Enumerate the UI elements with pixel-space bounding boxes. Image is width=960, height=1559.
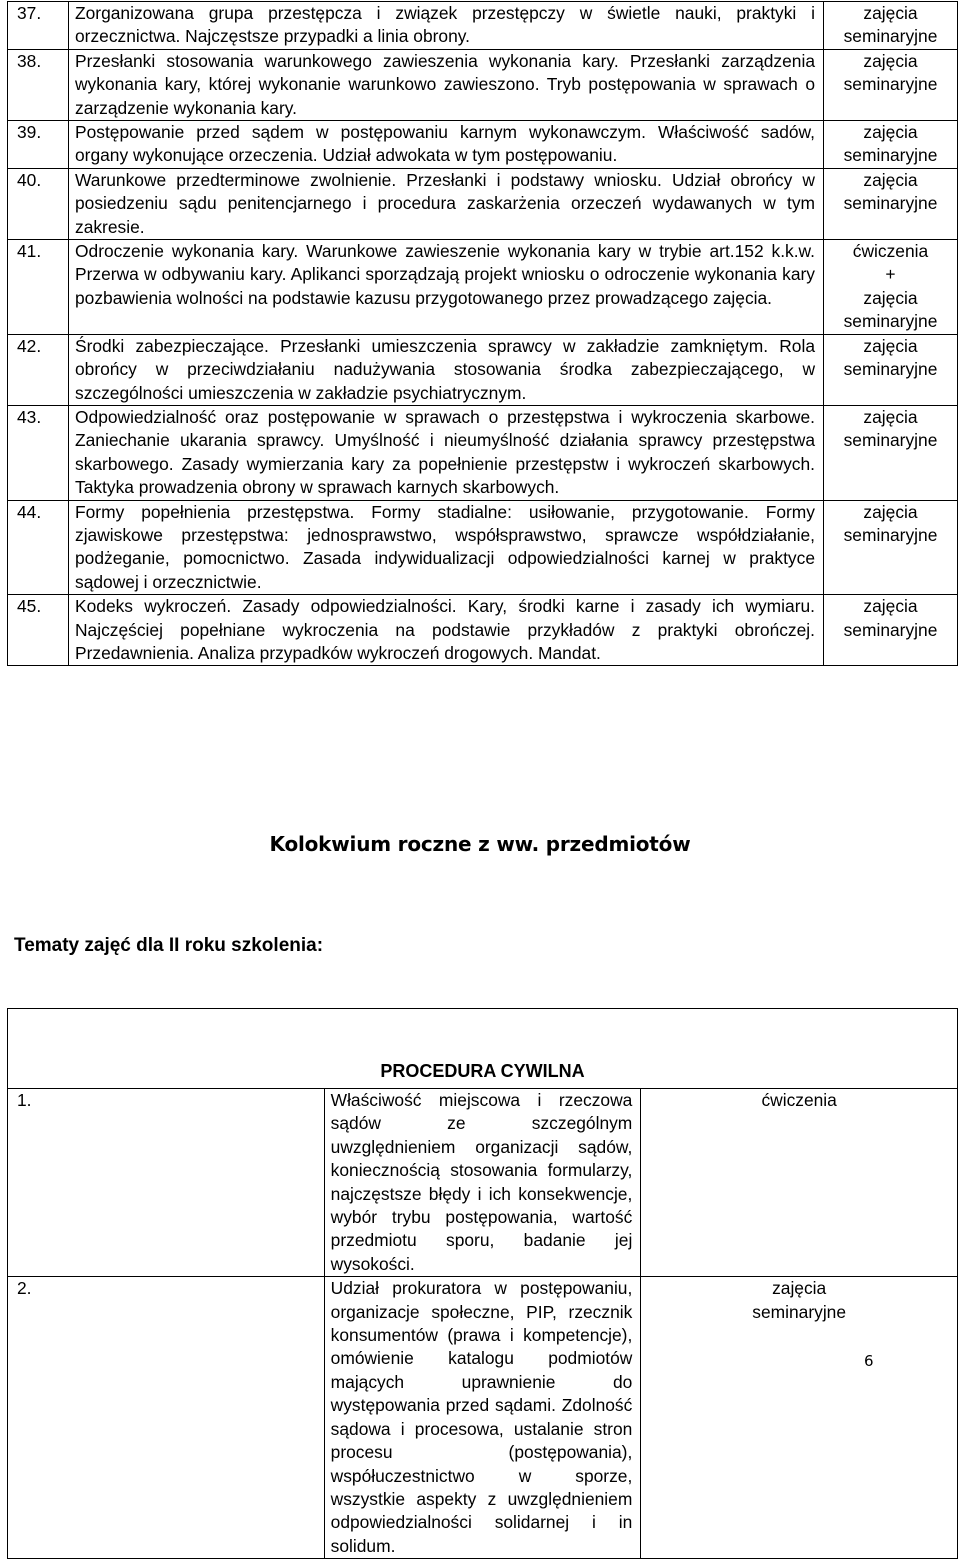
class-type bbox=[824, 405, 958, 500]
class-type-line: zajęcia bbox=[863, 596, 918, 617]
class-type-line: zajęcia bbox=[863, 50, 918, 71]
topic-description: Formy popełnienia przestępstwa. Formy stadialne: usiłowanie, przygotowanie. Formy zjawiskowe przestępstwa: jednosprawstwo, współsprawstwo, sprawcze współdziałanie, podżeganie, pomocnictwo. Zasada indywidualizacji odpowiedzialności karnej w praktyce sądowej i orzecznictwie. bbox=[69, 500, 824, 595]
topic-number: 1. bbox=[8, 1089, 325, 1277]
topic-row bbox=[8, 168, 958, 239]
topic-number: 2. bbox=[8, 1277, 325, 1559]
class-type-line: seminaryjne bbox=[843, 359, 938, 380]
criminal-topics-body bbox=[8, 2, 958, 666]
class-type-line: zajęcia bbox=[863, 335, 918, 356]
colloquium-heading: Kolokwium roczne z ww. przedmiotów bbox=[269, 832, 691, 856]
class-type-line: seminaryjne bbox=[843, 74, 938, 95]
class-type-line: zajęcia bbox=[863, 169, 918, 190]
topic-description: Środki zabezpieczające. Przesłanki umieszczenia sprawcy w zakładzie zamkniętym. Rola obrońcy w przeciwdziałaniu nadużywania stosowania środka zabezpieczającego, w szczególności umieszczenia w zakładzie psychiatrycznym. bbox=[69, 334, 824, 405]
topic-description: Kodeks wykroczeń. Zasady odpowiedzialności. Kary, środki karne i zasady ich wymiaru. Najczęściej popełniane wykroczenia na podstawie przykładów z praktyki obrończej. Przedawnienia. Analiza przypadków wykroczeń drogowych. Mandat. bbox=[69, 595, 824, 666]
topic-number: 42. bbox=[8, 334, 69, 405]
topic-number: 45. bbox=[8, 595, 69, 666]
year-heading: Tematy zajęć dla II roku szkolenia: bbox=[14, 935, 324, 956]
class-type-line: + bbox=[885, 264, 896, 285]
class-type bbox=[824, 49, 958, 120]
class-type bbox=[824, 121, 958, 169]
topic-description: Udział prokuratora w postępowaniu, organizacje społeczne, PIP, rzecznik konsumentów (prawa i kompetencje), omówienie katalogu podmiotów mających uprawnienie do występowania przed sądami. Zdolność sądowa i procesowa, ustalanie stron procesu (postępowania), współuczestnictwo w sporze, wszystkie aspekty z uwzględnieniem odpowiedzialności solidarnej i in solidum. bbox=[324, 1277, 641, 1559]
class-type bbox=[824, 334, 958, 405]
topic-number: 37. bbox=[8, 2, 69, 50]
topic-description: Przesłanki stosowania warunkowego zawieszenia wykonania kary. Przesłanki zarządzenia wykonania kary, której wykonanie warunkowo zawieszono. Tryb postępowania w sprawach o zarządzenie wykonania kary. bbox=[69, 49, 824, 120]
class-type-line: seminaryjne bbox=[843, 193, 938, 214]
class-type-line: zajęcia bbox=[863, 287, 918, 308]
section-title: PROCEDURA CYWILNA bbox=[380, 1060, 585, 1081]
class-type bbox=[641, 1089, 958, 1277]
class-type-line: seminaryjne bbox=[843, 145, 938, 166]
topic-number: 39. bbox=[8, 121, 69, 169]
topic-row bbox=[8, 595, 958, 666]
topic-row bbox=[8, 2, 958, 50]
class-type bbox=[824, 240, 958, 335]
topic-number: 44. bbox=[8, 500, 69, 595]
topic-description: Odpowiedzialność oraz postępowanie w sprawach o przestępstwa i wykroczenia skarbowe. Zaniechanie ukarania sprawcy. Umyślność i nieumyślność działania sprawcy przestępstwa skarbowego. Zasady wymierzania kary za popełnienie przestępstw i wykroczeń skarbowych. Taktyka prowadzenia obrony w sprawach karnych skarbowych. bbox=[69, 405, 824, 500]
section-title-row bbox=[8, 1009, 958, 1089]
class-type-line: seminaryjne bbox=[843, 524, 938, 545]
class-type-line: seminaryjne bbox=[843, 311, 938, 332]
class-type-line: zajęcia bbox=[772, 1278, 827, 1299]
class-type-line: zajęcia bbox=[863, 501, 918, 522]
topic-row bbox=[8, 500, 958, 595]
topic-number: 38. bbox=[8, 49, 69, 120]
topic-number: 43. bbox=[8, 405, 69, 500]
class-type-line: seminaryjne bbox=[843, 26, 938, 47]
class-type-line: ćwiczenia bbox=[852, 241, 929, 262]
topic-description: Warunkowe przedterminowe zwolnienie. Przesłanki i podstawy wniosku. Udział obrońcy w posiedzeniu sądu penitencjarnego i procedura zaskarżenia orzeczeń wydawanych w tym zakresie. bbox=[69, 168, 824, 239]
page-number: 6 bbox=[864, 1352, 874, 1370]
class-type-line: ćwiczenia bbox=[761, 1090, 837, 1110]
class-type-line: seminaryjne bbox=[752, 1301, 847, 1322]
topic-description: Postępowanie przed sądem w postępowaniu karnym wykonawczym. Właściwość sadów, organy wykonujące orzeczenia. Udział adwokata w tym postępowaniu. bbox=[69, 121, 824, 169]
topic-description: Odroczenie wykonania kary. Warunkowe zawieszenie wykonania kary w trybie art.152 k.k.w. Przerwa w odbywaniu kary. Aplikanci sporządzają projekt wniosku o odroczenie wykonania kary pozbawienia wolności na podstawie kazusu przygotowanego przez prowadzącego zajęcia. bbox=[69, 240, 824, 335]
civil-procedure-body bbox=[8, 1009, 958, 1559]
topic-row bbox=[8, 405, 958, 500]
topic-description: Właściwość miejscowa i rzeczowa sądów ze szczególnym uwzględnieniem organizacji sądów, koniecznością stosowania formularzy, najczęstsze błędy i ich konsekwencje, wybór trybu postępowania, wartość przedmiotu sporu, badanie jej wysokości. bbox=[324, 1089, 641, 1277]
class-type bbox=[824, 595, 958, 666]
class-type-line: zajęcia bbox=[863, 3, 918, 23]
class-type bbox=[824, 500, 958, 595]
topic-number: 41. bbox=[8, 240, 69, 335]
topic-row bbox=[8, 121, 958, 169]
criminal-topics-table bbox=[7, 1, 958, 666]
class-type bbox=[641, 1277, 958, 1559]
class-type-line: zajęcia bbox=[863, 406, 918, 427]
topic-description: Zorganizowana grupa przestępcza i związek przestępczy w świetle nauki, praktyki i orzecznictwa. Najczęstsze przypadki a linia obrony. bbox=[69, 2, 824, 50]
topic-row bbox=[8, 240, 958, 335]
class-type-line: seminaryjne bbox=[843, 619, 938, 640]
section-title-cell bbox=[8, 1009, 958, 1089]
civil-procedure-table bbox=[7, 1008, 958, 1559]
topic-row bbox=[8, 334, 958, 405]
class-type bbox=[824, 2, 958, 50]
class-type-line: seminaryjne bbox=[843, 430, 938, 451]
topic-row bbox=[8, 1089, 958, 1277]
topic-row bbox=[8, 1277, 958, 1559]
topic-number: 40. bbox=[8, 168, 69, 239]
class-type bbox=[824, 168, 958, 239]
topic-row bbox=[8, 49, 958, 120]
class-type-line: zajęcia bbox=[863, 122, 918, 143]
